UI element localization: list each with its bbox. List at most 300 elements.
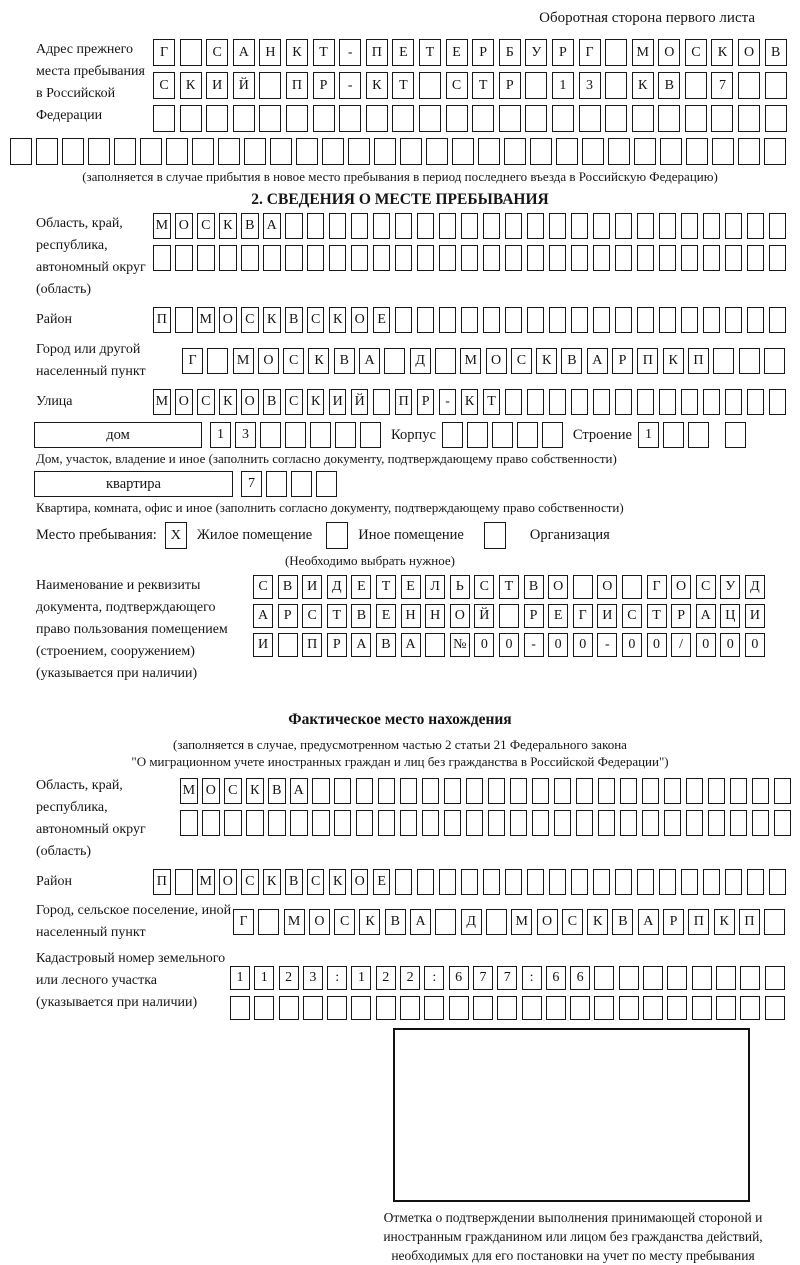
form-cell — [634, 138, 656, 165]
form-cell: О — [309, 909, 330, 935]
form-cell — [285, 213, 303, 239]
form-cell — [180, 39, 202, 66]
form-cell: - — [524, 633, 544, 657]
form-cell: М — [511, 909, 532, 935]
form-cell — [769, 869, 787, 895]
form-cell: В — [524, 575, 544, 599]
form-cell: О — [486, 348, 507, 374]
form-cell: К — [329, 869, 347, 895]
form-cell: О — [351, 869, 369, 895]
form-cell: М — [197, 307, 215, 333]
fact-region-row-1 — [180, 778, 791, 804]
form-cell — [681, 389, 699, 415]
form-cell: П — [153, 869, 171, 895]
form-cell — [384, 348, 405, 374]
form-cell — [620, 778, 638, 804]
form-cell: К — [366, 72, 388, 99]
form-cell — [725, 307, 743, 333]
city-row — [182, 348, 785, 374]
form-cell: П — [153, 307, 171, 333]
form-cell — [667, 966, 687, 990]
form-cell — [486, 909, 507, 935]
form-cell: О — [537, 909, 558, 935]
form-cell: А — [696, 604, 716, 628]
confirmation-stamp-box — [393, 1028, 750, 1202]
form-cell — [664, 778, 682, 804]
form-cell — [593, 307, 611, 333]
form-cell — [774, 810, 792, 836]
form-cell — [739, 348, 760, 374]
form-cell — [483, 245, 501, 271]
form-cell — [594, 996, 614, 1020]
form-cell — [510, 778, 528, 804]
form-cell — [180, 105, 202, 132]
form-cell — [334, 778, 352, 804]
stroenie-cells — [638, 422, 709, 448]
form-cell — [663, 422, 684, 448]
form-cell: 2 — [400, 966, 420, 990]
form-cell — [268, 810, 286, 836]
korpus-cells — [442, 422, 563, 448]
cadastre-field — [0, 948, 800, 1020]
form-cell: П — [366, 39, 388, 66]
form-cell: С — [241, 869, 259, 895]
form-cell — [153, 105, 175, 132]
form-cell: - — [597, 633, 617, 657]
form-cell — [307, 245, 325, 271]
city-label: Город или другой населенный пункт — [36, 342, 146, 379]
form-cell — [659, 245, 677, 271]
form-cell — [688, 422, 709, 448]
cadastre-label: Кадастровый номер земельного или лесного участка (указывается при наличии) — [36, 951, 226, 1010]
form-cell: Г — [153, 39, 175, 66]
form-cell — [435, 909, 456, 935]
form-cell — [422, 810, 440, 836]
form-cell — [88, 138, 110, 165]
form-cell — [446, 105, 468, 132]
form-cell — [598, 810, 616, 836]
form-cell: Т — [647, 604, 667, 628]
form-cell — [598, 778, 616, 804]
form-cell: Г — [233, 909, 254, 935]
form-cell — [322, 138, 344, 165]
form-cell — [246, 810, 264, 836]
form-cell: В — [334, 348, 355, 374]
form-cell: 6 — [449, 966, 469, 990]
form-cell — [439, 213, 457, 239]
form-cell — [360, 422, 381, 448]
form-cell — [556, 138, 578, 165]
form-cell — [442, 422, 463, 448]
form-cell — [312, 778, 330, 804]
document-label: Наименование и реквизиты документа, подтверждающего право пользования помещением (строением, сооружением) (указывается при наличии) — [36, 578, 228, 681]
form-cell: О — [671, 575, 691, 599]
form-cell — [527, 213, 545, 239]
form-cell: Т — [499, 575, 519, 599]
form-cell: А — [410, 909, 431, 935]
form-cell — [549, 389, 567, 415]
document-field — [0, 575, 800, 685]
form-cell — [373, 389, 391, 415]
form-cell — [593, 245, 611, 271]
form-cell — [549, 307, 567, 333]
form-cell — [740, 996, 760, 1020]
form-cell — [207, 348, 228, 374]
form-cell — [725, 422, 746, 448]
form-cell: С — [307, 869, 325, 895]
form-cell — [400, 778, 418, 804]
form-cell: А — [263, 213, 281, 239]
form-cell: М — [153, 389, 171, 415]
form-cell: П — [688, 348, 709, 374]
form-cell: Е — [401, 575, 421, 599]
checkbox-organization — [484, 522, 506, 549]
flat-row — [34, 471, 800, 497]
form-cell — [632, 105, 654, 132]
form-cell: К — [219, 213, 237, 239]
form-cell: О — [175, 213, 193, 239]
form-cell — [419, 105, 441, 132]
form-cell: О — [241, 389, 259, 415]
street-label: Улица — [36, 394, 73, 409]
checkbox-other-premises — [326, 522, 348, 549]
form-cell — [312, 810, 330, 836]
form-cell — [752, 778, 770, 804]
form-cell — [497, 996, 517, 1020]
form-cell — [270, 138, 292, 165]
form-cell — [419, 72, 441, 99]
region-row-1 — [153, 213, 786, 239]
option-other-premises-label: Иное помещение — [358, 527, 464, 543]
form-cell — [376, 996, 396, 1020]
form-cell — [716, 966, 736, 990]
form-cell: Е — [548, 604, 568, 628]
form-cell: Г — [573, 604, 593, 628]
form-cell: А — [401, 633, 421, 657]
form-cell: Г — [182, 348, 203, 374]
form-cell: М — [153, 213, 171, 239]
fact-region-row-2 — [180, 810, 791, 836]
form-cell — [259, 105, 281, 132]
form-cell — [505, 213, 523, 239]
form-cell — [175, 245, 193, 271]
form-cell — [525, 105, 547, 132]
form-cell: И — [253, 633, 273, 657]
house-type-box: дом — [34, 422, 202, 448]
form-cell: Р — [663, 909, 684, 935]
form-cell: П — [739, 909, 760, 935]
stay-type-row — [36, 522, 800, 549]
form-cell: С — [696, 575, 716, 599]
city-field — [0, 339, 800, 383]
prev-address-note: (заполняется в случае прибытия в новое место пребывания в период последнего въезда в Российскую Федерацию) — [82, 169, 718, 184]
form-cell: Н — [425, 604, 445, 628]
form-cell: - — [339, 39, 361, 66]
form-cell: Д — [745, 575, 765, 599]
form-cell — [765, 72, 787, 99]
form-cell — [594, 966, 614, 990]
district-field — [0, 307, 800, 333]
form-cell — [527, 389, 545, 415]
form-cell: С — [511, 348, 532, 374]
form-cell: В — [241, 213, 259, 239]
stay-type-label: Место пребывания: — [36, 527, 157, 543]
house-number-cells — [210, 422, 381, 448]
form-cell: К — [632, 72, 654, 99]
form-cell — [681, 213, 699, 239]
form-cell — [339, 105, 361, 132]
form-cell: П — [688, 909, 709, 935]
form-cell: К — [663, 348, 684, 374]
form-cell — [180, 810, 198, 836]
form-cell: О — [351, 307, 369, 333]
form-cell — [285, 422, 306, 448]
form-cell — [290, 810, 308, 836]
form-cell — [637, 869, 655, 895]
district-row — [153, 307, 786, 333]
form-cell — [579, 105, 601, 132]
form-cell — [708, 778, 726, 804]
form-cell: С — [622, 604, 642, 628]
form-cell — [505, 307, 523, 333]
form-cell — [307, 213, 325, 239]
form-cell: Е — [373, 869, 391, 895]
prev-address-row-3 — [153, 105, 787, 132]
form-cell: О — [450, 604, 470, 628]
form-cell — [505, 869, 523, 895]
form-cell — [769, 307, 787, 333]
form-cell — [725, 245, 743, 271]
form-cell: В — [765, 39, 787, 66]
form-cell: К — [263, 307, 281, 333]
form-cell — [692, 996, 712, 1020]
form-cell: В — [376, 633, 396, 657]
flat-number-cells — [241, 471, 337, 497]
form-cell — [738, 105, 760, 132]
form-cell — [681, 245, 699, 271]
form-cell — [499, 604, 519, 628]
form-cell — [725, 869, 743, 895]
form-cell: Д — [410, 348, 431, 374]
form-cell — [686, 138, 708, 165]
form-cell — [435, 348, 456, 374]
form-cell — [571, 389, 589, 415]
form-cell — [467, 422, 488, 448]
form-cell — [351, 996, 371, 1020]
form-cell: 7 — [497, 966, 517, 990]
form-cell: В — [351, 604, 371, 628]
fact-city-field — [0, 900, 800, 944]
form-cell — [327, 996, 347, 1020]
form-cell — [206, 105, 228, 132]
form-cell — [356, 778, 374, 804]
form-cell — [483, 869, 501, 895]
form-cell — [738, 72, 760, 99]
form-cell — [439, 307, 457, 333]
form-cell — [554, 810, 572, 836]
form-cell — [449, 996, 469, 1020]
street-row — [153, 389, 786, 415]
form-cell — [659, 869, 677, 895]
form-cell: М — [180, 778, 198, 804]
form-cell — [439, 869, 457, 895]
form-cell — [439, 245, 457, 271]
form-cell: Т — [472, 72, 494, 99]
form-cell — [769, 245, 787, 271]
form-cell — [395, 869, 413, 895]
form-cell: С — [224, 778, 242, 804]
form-cell — [605, 72, 627, 99]
form-cell: С — [474, 575, 494, 599]
region-label: Область, край, республика, автономный округ (область) — [36, 216, 146, 297]
form-cell — [175, 307, 193, 333]
form-cell: О — [175, 389, 193, 415]
form-cell — [286, 105, 308, 132]
form-cell: О — [219, 869, 237, 895]
form-cell — [685, 105, 707, 132]
prev-address-rows — [153, 39, 787, 132]
form-cell: 1 — [254, 966, 274, 990]
form-cell: Т — [483, 389, 501, 415]
document-row-3 — [253, 633, 765, 657]
document-row-1 — [253, 575, 765, 599]
form-cell — [747, 869, 765, 895]
form-cell: 7 — [711, 72, 733, 99]
form-cell: Р — [313, 72, 335, 99]
region-row-2 — [153, 245, 786, 271]
form-cell: М — [460, 348, 481, 374]
form-cell: Е — [351, 575, 371, 599]
form-cell — [400, 138, 422, 165]
fact-district-label: Район — [36, 874, 72, 889]
fact-city-label: Город, сельское поселение, иной населенный пункт — [36, 903, 232, 940]
form-cell — [62, 138, 84, 165]
form-cell — [329, 245, 347, 271]
form-cell: В — [268, 778, 286, 804]
form-cell — [492, 422, 513, 448]
form-cell: А — [290, 778, 308, 804]
form-cell — [395, 245, 413, 271]
form-cell: 2 — [376, 966, 396, 990]
form-cell — [505, 389, 523, 415]
form-cell: К — [329, 307, 347, 333]
form-cell — [703, 245, 721, 271]
form-cell — [313, 105, 335, 132]
form-cell: К — [263, 869, 281, 895]
form-cell — [527, 307, 545, 333]
form-cell — [218, 138, 240, 165]
form-cell — [730, 778, 748, 804]
form-cell — [452, 138, 474, 165]
form-cell — [525, 72, 547, 99]
form-cell: 3 — [579, 72, 601, 99]
korpus-label: Корпус — [391, 426, 436, 443]
form-cell: 1 — [210, 422, 231, 448]
confirmation-area — [383, 1028, 763, 1265]
form-cell — [278, 633, 298, 657]
form-cell — [532, 810, 550, 836]
form-cell — [576, 810, 594, 836]
form-cell: И — [206, 72, 228, 99]
form-cell: 1 — [230, 966, 250, 990]
form-cell — [637, 245, 655, 271]
district-label: Район — [36, 312, 72, 327]
form-cell — [615, 389, 633, 415]
form-cell — [483, 307, 501, 333]
form-cell: У — [525, 39, 547, 66]
form-cell — [335, 422, 356, 448]
form-cell — [573, 575, 593, 599]
confirmation-note: Отметка о подтверждении выполнения принимающей стороной и иностранным гражданином или лицом без гражданства действий, необходимых для его постановки на учет по месту пребывания — [383, 1210, 763, 1263]
form-cell: / — [671, 633, 691, 657]
form-cell: 1 — [552, 72, 574, 99]
form-cell: А — [359, 348, 380, 374]
form-cell — [637, 213, 655, 239]
form-cell — [740, 966, 760, 990]
form-cell: В — [612, 909, 633, 935]
form-cell — [765, 996, 785, 1020]
form-cell: А — [233, 39, 255, 66]
form-cell: : — [424, 966, 444, 990]
form-cell: К — [246, 778, 264, 804]
form-cell — [444, 778, 462, 804]
form-cell — [658, 105, 680, 132]
form-cell: Й — [351, 389, 369, 415]
form-cell: Р — [671, 604, 691, 628]
form-cell — [241, 245, 259, 271]
form-cell: Р — [278, 604, 298, 628]
fact-region-field — [0, 775, 800, 863]
form-cell — [712, 138, 734, 165]
form-cell — [764, 348, 785, 374]
cadastre-row-2 — [230, 996, 785, 1020]
form-cell — [660, 138, 682, 165]
form-cell — [774, 778, 792, 804]
form-cell — [659, 213, 677, 239]
form-cell — [608, 138, 630, 165]
form-cell — [259, 72, 281, 99]
form-cell: К — [359, 909, 380, 935]
form-cell — [310, 422, 331, 448]
form-cell: О — [548, 575, 568, 599]
form-cell: 1 — [638, 422, 659, 448]
form-cell: Р — [472, 39, 494, 66]
actual-location-title: Фактическое место нахождения — [288, 711, 512, 728]
form-cell — [532, 778, 550, 804]
form-cell: П — [286, 72, 308, 99]
form-cell: Г — [647, 575, 667, 599]
form-cell: О — [219, 307, 237, 333]
form-cell — [499, 105, 521, 132]
form-cell: Т — [327, 604, 347, 628]
form-cell: О — [738, 39, 760, 66]
form-cell — [703, 869, 721, 895]
form-cell — [260, 422, 281, 448]
form-cell: 3 — [235, 422, 256, 448]
form-cell — [570, 996, 590, 1020]
cadastre-row-1 — [230, 966, 785, 990]
form-cell — [571, 869, 589, 895]
form-cell — [530, 138, 552, 165]
stroenie-label: Строение — [572, 426, 632, 443]
form-cell — [334, 810, 352, 836]
form-cell — [417, 245, 435, 271]
prev-address-label: Адрес прежнего места пребывания в Российской Федерации — [36, 42, 145, 123]
form-cell: С — [197, 213, 215, 239]
form-cell: 2 — [279, 966, 299, 990]
form-cell — [197, 245, 215, 271]
form-cell — [425, 633, 445, 657]
